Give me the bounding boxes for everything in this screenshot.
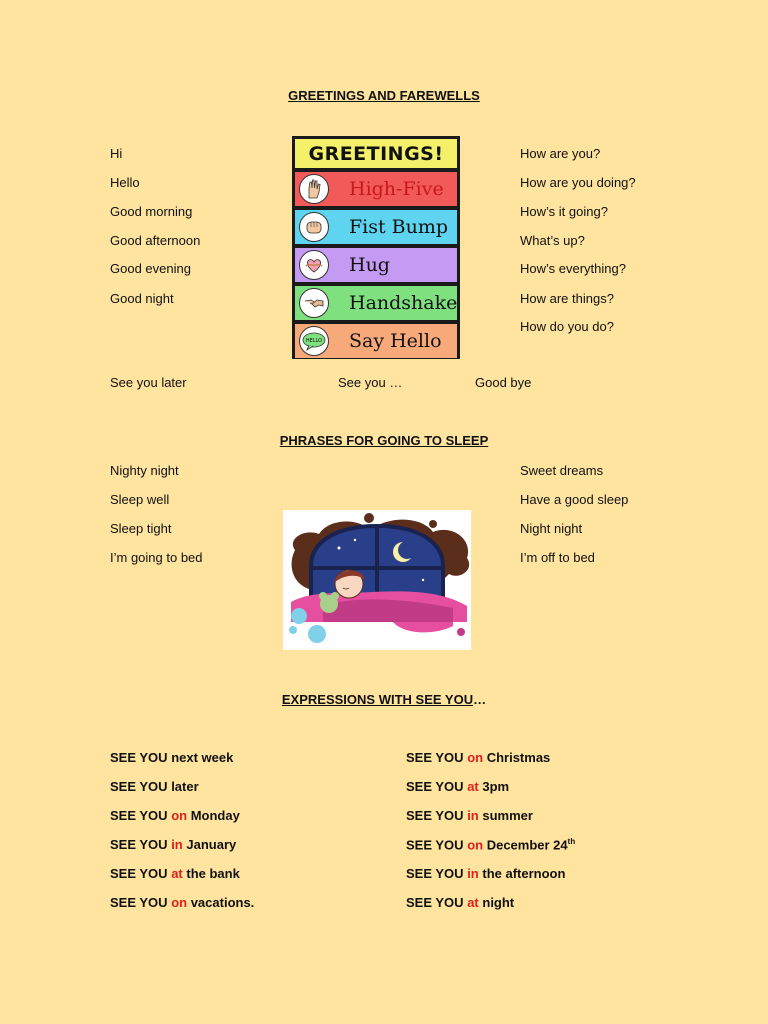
expression-rest: Monday [190,808,240,823]
sleep-phrase: Night night [520,521,583,536]
expression-rest: summer [482,808,533,823]
poster-label: Handshake [349,292,458,314]
hand-icon [299,174,329,204]
expression-prefix: SEE YOU [406,779,464,794]
expression-prefix: SEE YOU [406,866,464,881]
see-you-expression [406,837,575,852]
sleep-phrase: Have a good sleep [520,492,629,507]
expression-preposition: at [467,779,479,794]
greeting-item: Good evening [110,261,191,276]
expression-prefix: SEE YOU [406,750,464,765]
sleep-phrases-heading: PHRASES FOR GOING TO SLEEP [279,433,489,448]
speech-bubble-text: HELLO [305,338,323,344]
expression-prefix: SEE YOU [110,779,168,794]
expression-preposition: on [171,895,188,910]
expression-prefix: SEE YOU [406,895,464,910]
expression-rest: night [482,895,515,910]
see-you-expression [110,750,233,765]
question-item: How are you? [520,146,601,161]
poster-row-high-five [295,172,457,206]
expression-prefix: SEE YOU [110,866,168,881]
poster-row-fist-bump [295,210,457,244]
expression-prefix: SEE YOU [110,750,168,765]
question-item: How do you do? [520,319,614,334]
expression-preposition: on [171,808,188,823]
see-you-expression [406,866,565,881]
expression-rest: vacations. [190,895,255,910]
question-item: How are you doing? [520,175,636,190]
see-you-expression [406,779,509,794]
greetings-heading: GREETINGS AND FAREWELLS [288,88,480,103]
poster-row-say-hello [295,324,457,358]
see-you-expression [406,808,533,823]
fist-icon [299,212,329,242]
expression-prefix: SEE YOU [406,808,464,823]
expression-rest: 3pm [482,779,510,794]
sleep-phrase: Sleep well [110,492,170,507]
poster-label: Hug [349,254,390,276]
question-item: How’s everything? [520,261,626,276]
speech-bubble-icon [299,326,329,356]
farewell-item: Good bye [475,375,532,390]
farewell-item: See you … [338,375,403,390]
expression-prefix: SEE YOU [110,808,168,823]
expression-prefix: SEE YOU [110,895,168,910]
sleep-phrase: Sleep tight [110,521,172,536]
expression-rest: January [186,837,237,852]
expression-rest: next week [171,750,234,765]
see-you-expression [110,895,254,910]
expression-preposition: on [467,750,484,765]
greetings-poster [292,136,460,359]
expression-preposition: in [467,866,479,881]
greeting-item: Good morning [110,204,193,219]
poster-label: Fist Bump [349,216,449,238]
see-you-expression [406,895,514,910]
expression-preposition: at [467,895,479,910]
question-item: What’s up? [520,233,585,248]
poster-title: GREETINGS! [295,139,457,168]
greeting-item: Hi [110,146,123,161]
poster-label: High-Five [349,178,444,200]
expression-preposition: in [171,837,183,852]
expression-rest: later [171,779,199,794]
sleep-phrase: I’m going to bed [110,550,203,565]
poster-row-handshake [295,286,457,320]
see-you-expression [110,808,240,823]
see-you-heading-text: EXPRESSIONS WITH SEE YOU [281,692,474,707]
expression-superscript: th [567,837,576,846]
greeting-item: Good night [110,291,174,306]
see-you-expression [110,837,236,852]
greeting-item: Good afternoon [110,233,201,248]
farewell-item: See you later [110,375,187,390]
poster-row-hug [295,248,457,282]
see-you-expression [406,750,550,765]
sleep-phrase: Sweet dreams [520,463,604,478]
greeting-item: Hello [110,175,140,190]
expression-rest: the bank [186,866,240,881]
see-you-heading-ellipsis: … [473,692,487,707]
see-you-expression [110,779,199,794]
expression-rest: Christmas [486,750,551,765]
handshake-icon [299,288,329,318]
see-you-heading [0,692,768,707]
sleep-phrase: I’m off to bed [520,550,595,565]
see-you-expression [110,866,240,881]
expression-rest: December 24 [486,837,568,853]
expression-preposition: on [467,837,484,853]
expression-prefix: SEE YOU [110,837,168,852]
hug-icon [299,250,329,280]
sleeping-girl-illustration [283,510,471,650]
expression-rest: the afternoon [482,866,566,881]
question-item: How’s it going? [520,204,608,219]
question-item: How are things? [520,291,614,306]
expression-preposition: at [171,866,183,881]
expression-prefix: SEE YOU [406,837,464,853]
poster-label: Say Hello [349,330,442,352]
sleep-phrase: Nighty night [110,463,179,478]
expression-preposition: in [467,808,479,823]
